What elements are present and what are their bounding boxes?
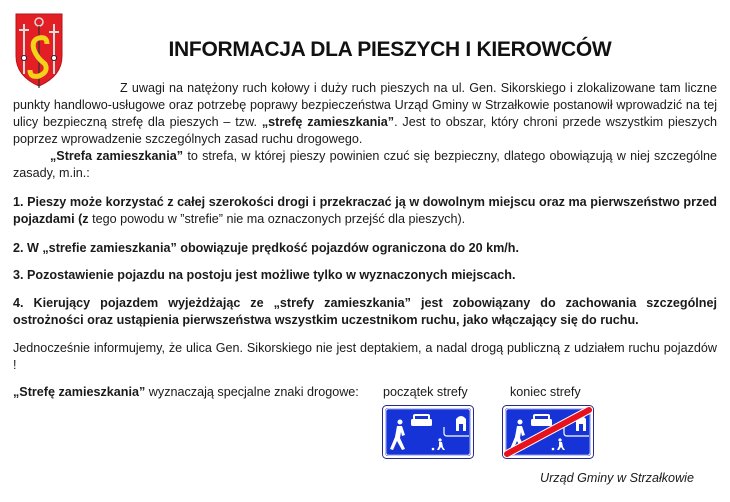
residential-zone-end-sign-icon (502, 405, 594, 459)
page-title: INFORMACJA DLA PIESZYCH I KIEROWCÓW (168, 38, 612, 61)
sign-label-start: początek strefy (383, 385, 468, 399)
definition-paragraph: „Strefa zamieszkania” to strefa, w której pieszy powinien czuć się bezpieczny, dlatego obowiązują w niej szczególne zasady, m.in.: (13, 149, 717, 180)
sign-label-end: koniec strefy (510, 385, 581, 399)
rule-1: 1. Pieszy może korzystać z całej szerokości drogi i przekraczać ją w dowolnym miejscu oraz ma pierwszeństwo przed pojazdami (z tego powodu w ”strefie” nie ma oznaczonych przejść dla pieszych). (13, 195, 717, 226)
rule-4: 4. Kierujący pojazdem wyjeżdżając ze „strefy zamieszkania” jest zobowiązany do zachowania szczególnej ostrożności oraz ustąpienia pierwszeństwa wszystkim uczestnikom ruchu, jako włączający się do ruchu. (13, 296, 717, 327)
signs-intro: „Strefę zamieszkania” wyznaczają specjalne znaki drogowe: (13, 385, 359, 399)
notice-paragraph: Jednocześnie informujemy, że ulica Gen. Sikorskiego nie jest deptakiem, a nadal drogą publiczną z udziałem ruchu pojazdów ! (13, 341, 717, 372)
rule-3: 3. Pozostawienie pojazdu na postoju jest możliwe tylko w wyznaczonych miejscach. (13, 268, 516, 282)
residential-zone-start-sign-icon (382, 405, 474, 459)
rule-2: 2. W „strefie zamieszkania” obowiązuje prędkość pojazdów ograniczona do 20 km/h. (13, 241, 519, 255)
signature: Urząd Gminy w Strzałkowie (540, 471, 694, 485)
intro-paragraph: Z uwagi na natężony ruch kołowy i duży ruch pieszych na ul. Gen. Sikorskiego i zlokalizowane tam liczne punkty handlowo-usługowe oraz potrzebę poprawy bezpieczeństwa Urząd Gminy w Strzałkowie postanowił wprowadzić na tej ulicy bezpieczną strefę dla pieszych – tzw. „strefę zamieszkania”. Jest to obszar, który chroni przede wszystkim pieszych poprzez wprowadzenie szczególnych zasad ruchu drogowego. (13, 81, 717, 146)
